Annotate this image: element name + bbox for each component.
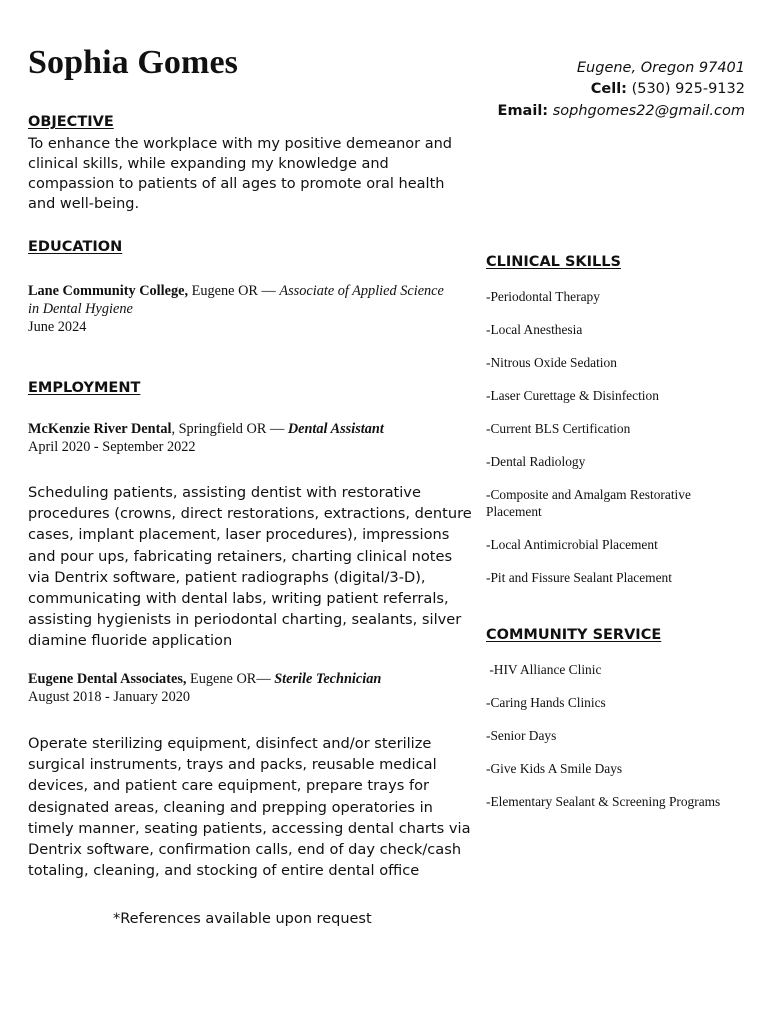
cell-number: (530) 925-9132: [626, 81, 745, 97]
objective-text: To enhance the workplace with my positive demeanor and clinical skills, while expanding my knowledge and compassion to patients of all ages to promote oral health and well-being.: [28, 136, 453, 212]
service-item: -HIV Alliance Clinic: [486, 662, 602, 677]
skill-item: -Periodontal Therapy: [486, 289, 600, 304]
email-label: Email:: [497, 103, 549, 119]
job-title: Sterile Technician: [274, 671, 382, 687]
school-location: Eugene OR —: [188, 283, 280, 299]
candidate-name: Sophia Gomes: [28, 44, 238, 81]
job-dates: April 2020 - September 2022: [28, 439, 196, 455]
skill-item: -Nitrous Oxide Sedation: [486, 355, 617, 370]
job-description: Operate sterilizing equipment, disinfect and/or sterilize surgical instruments, trays and packs, reusable medical devices, and patient care equipment, prepare trays for designated areas, cleaning and prepping operatories in timely manner, seating patients, accessing dental charts via Dentrix software, confirmation calls, end of day check/cash totaling, cleaning, and stocking of entire dental office: [28, 735, 471, 880]
job-description: Scheduling patients, assisting dentist with restorative procedures (crowns, direct restorations, extractions, denture cases, implant placement, laser procedures), impressions and pour ups, fabricating retainers, charting clinical notes via Dentrix software, patient radiographs (digital/3-D), communicating with dental labs, writing patient referrals, assisting hygienists in periodontal charting, sealants, silver diamine fluoride application: [28, 484, 472, 650]
community-service-heading: COMMUNITY SERVICE: [486, 627, 662, 643]
objective-heading: OBJECTIVE: [28, 114, 114, 130]
skill-item: -Laser Curettage & Disinfection: [486, 388, 659, 403]
skill-item: -Current BLS Certification: [486, 421, 631, 436]
skill-item: -Local Antimicrobial Placement: [486, 536, 658, 552]
skill-item: -Dental Radiology: [486, 454, 586, 469]
education-heading: EDUCATION: [28, 239, 123, 255]
education-date: June 2024: [28, 319, 87, 335]
service-item: -Elementary Sealant & Screening Programs: [486, 794, 721, 809]
clinical-skills-list: [486, 289, 748, 603]
skill-item: -Composite and Amalgam Restorative Placement: [486, 487, 691, 519]
employer-name: McKenzie River Dental: [28, 421, 172, 437]
cell-label: Cell:: [590, 81, 627, 97]
job-entry: [28, 420, 468, 456]
degree-name: Associate of Applied Science in Dental Hygiene: [28, 283, 444, 317]
job-dates: August 2018 - January 2020: [28, 689, 191, 705]
clinical-skills-heading: CLINICAL SKILLS: [486, 254, 621, 270]
school-name: Lane Community College,: [28, 283, 189, 299]
skill-item: -Pit and Fissure Sealant Placement: [486, 569, 672, 585]
employer-location: , Springfield OR —: [171, 421, 288, 437]
service-item: -Caring Hands Clinics: [486, 695, 606, 710]
job-entry: [28, 670, 468, 706]
contact-cell: [591, 81, 745, 97]
community-service-list: [486, 662, 748, 827]
employer-location: Eugene OR—: [186, 671, 275, 687]
employer-name: Eugene Dental Associates,: [28, 671, 187, 687]
references-note: *References available upon request: [113, 911, 372, 927]
skill-item: -Local Anesthesia: [486, 322, 583, 337]
contact-address: Eugene, Oregon 97401: [576, 60, 745, 76]
education-entry: [28, 282, 448, 336]
job-title: Dental Assistant: [287, 421, 384, 437]
contact-email: [498, 103, 745, 119]
service-item: -Senior Days: [486, 728, 557, 743]
employment-heading: EMPLOYMENT: [28, 380, 141, 396]
email-address: sophgomes22@gmail.com: [548, 103, 745, 119]
service-item: -Give Kids A Smile Days: [486, 761, 623, 776]
